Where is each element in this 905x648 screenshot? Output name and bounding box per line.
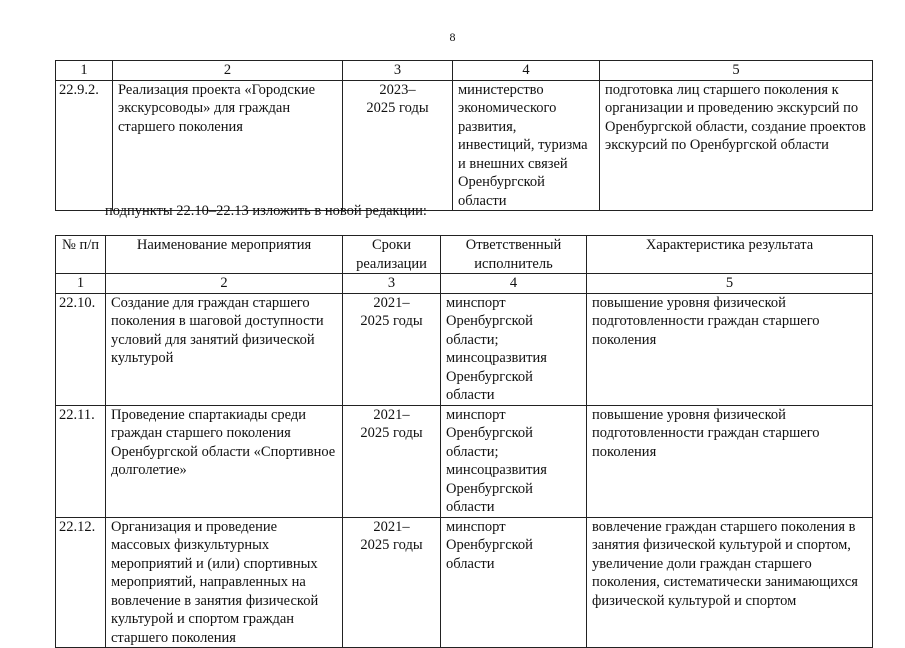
column-number-row	[56, 61, 873, 81]
table-row	[56, 405, 873, 517]
col-number: 3	[343, 61, 453, 81]
row-executor: минспорт Оренбургской области; минсоцразвития Оренбургской области	[441, 293, 587, 405]
row-name: Создание для граждан старшего поколения в шаговой доступности условий для занятий физической культурой	[106, 293, 343, 405]
row-result: повышение уровня физической подготовленности граждан старшего поколения	[587, 293, 873, 405]
col-number: 5	[600, 61, 873, 81]
row-executor: минспорт Оренбургской области; минсоцразвития Оренбургской области	[441, 405, 587, 517]
header-cell: № п/п	[56, 236, 106, 274]
row-period: 2023– 2025 годы	[343, 80, 453, 211]
col-number: 5	[587, 274, 873, 294]
column-number-row	[56, 274, 873, 294]
intro-text: подпункты 22.10–22.13 изложить в новой редакции:	[105, 203, 427, 219]
row-number: 22.9.2.	[56, 80, 113, 211]
row-period: 2021– 2025 годы	[343, 405, 441, 517]
col-number: 4	[441, 274, 587, 294]
header-cell: Характеристика результата	[587, 236, 873, 274]
header-row	[56, 236, 873, 274]
row-period: 2021– 2025 годы	[343, 293, 441, 405]
table-row	[56, 293, 873, 405]
row-name: Проведение спартакиады среди граждан старшего поколения Оренбургской области «Спортивное долголетие»	[106, 405, 343, 517]
row-result: вовлечение граждан старшего поколения в занятия физической культурой и спортом, увеличение доли граждан старшего поколения, систематически занимающихся физической культурой и спортом	[587, 517, 873, 648]
header-cell: Сроки реализации	[343, 236, 441, 274]
row-result: подготовка лиц старшего поколения к организации и проведению экскурсий по Оренбургской области, создание проектов экскурсий по Оренбургской области	[600, 80, 873, 211]
col-number: 2	[106, 274, 343, 294]
col-number: 3	[343, 274, 441, 294]
header-cell: Наименование мероприятия	[106, 236, 343, 274]
row-name: Организация и проведение массовых физкультурных мероприятий и (или) спортивных мероприятий, направленных на вовлечение в занятия физической культурой и спортом граждан старшего поколения	[106, 517, 343, 648]
row-number: 22.12.	[56, 517, 106, 648]
table-new-edition	[55, 235, 873, 648]
header-cell: Ответственный исполнитель	[441, 236, 587, 274]
row-number: 22.11.	[56, 405, 106, 517]
page-number: 8	[449, 30, 456, 44]
row-executor: министерство экономического развития, инвестиций, туризма и внешних связей Оренбургской области	[453, 80, 600, 211]
col-number: 2	[113, 61, 343, 81]
table-continuation	[55, 60, 873, 211]
row-executor: минспорт Оренбургской области	[441, 517, 587, 648]
row-period: 2021– 2025 годы	[343, 517, 441, 648]
col-number: 1	[56, 61, 113, 81]
table-row	[56, 80, 873, 211]
row-number: 22.10.	[56, 293, 106, 405]
table-row	[56, 517, 873, 648]
row-name: Реализация проекта «Городские экскурсоводы» для граждан старшего поколения	[113, 80, 343, 211]
col-number: 4	[453, 61, 600, 81]
row-result: повышение уровня физической подготовленности граждан старшего поколения	[587, 405, 873, 517]
col-number: 1	[56, 274, 106, 294]
